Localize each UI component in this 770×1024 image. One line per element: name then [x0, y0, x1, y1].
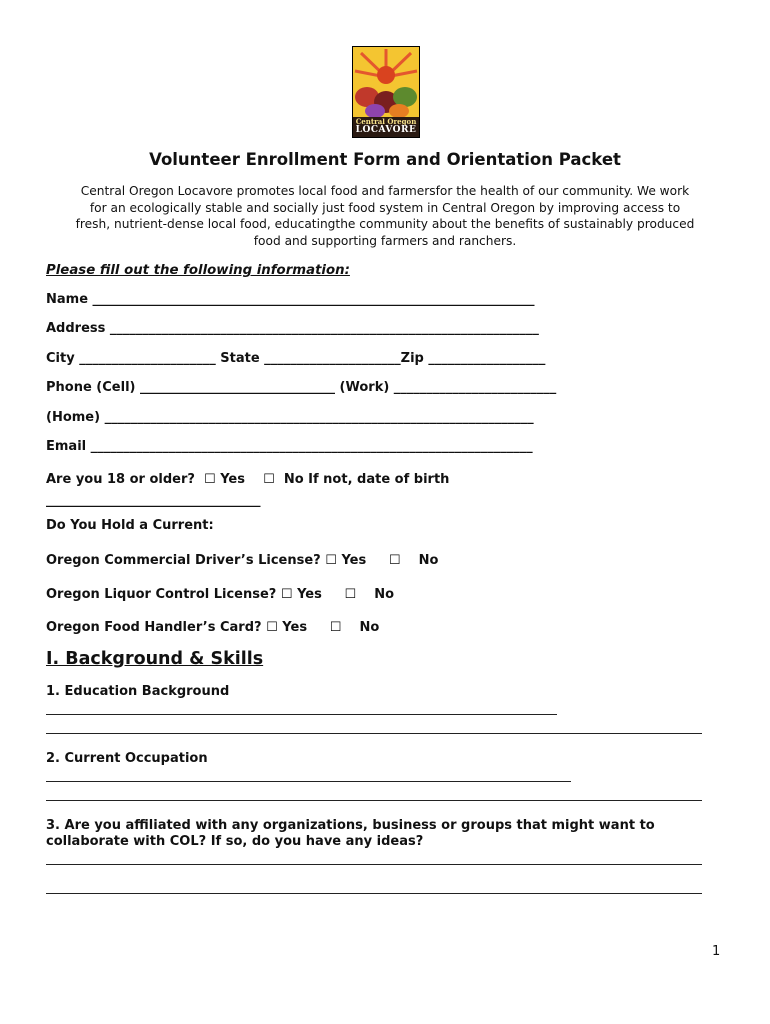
food-no-checkbox[interactable]: ☐ [329, 620, 342, 635]
cdl-yes-checkbox[interactable]: ☐ [325, 553, 337, 568]
intro-line: Central Oregon Locavore promotes local food and farmersfor the health of our community. We work [80, 184, 690, 198]
answer-line[interactable] [46, 893, 702, 894]
phone-cell-field[interactable]: Phone (Cell) ______________________________ [46, 380, 335, 395]
intro-line: food and supporting farmers and ranchers. [253, 233, 517, 248]
license-row-liquor [46, 587, 394, 602]
city-state-zip-row [46, 351, 545, 366]
zip-field[interactable]: Zip __________________ [400, 351, 546, 366]
phone-work-field[interactable]: (Work) _________________________ [339, 380, 557, 395]
license-row-cdl [46, 553, 438, 568]
age-no-label: No If not, date of birth [283, 472, 450, 487]
occupation-question: 2. Current Occupation [46, 751, 208, 766]
dob-field[interactable]: _________________________________ [46, 493, 261, 508]
phone-home-field[interactable]: (Home) __________________________________________________________________ [46, 410, 534, 425]
name-field[interactable]: Name ____________________________________________________________________ [46, 292, 535, 307]
no-label: No [359, 620, 380, 635]
age-no-checkbox[interactable]: ☐ [263, 472, 275, 487]
answer-line[interactable] [46, 733, 702, 734]
age-question: Are you 18 or older? [46, 472, 195, 487]
central-oregon-locavore-logo [352, 46, 420, 138]
affiliation-question-line-2: collaborate with COL? If so, do you have any ideas? [46, 834, 424, 849]
background-skills-heading: I. Background & Skills [46, 649, 264, 669]
no-label: No [374, 587, 395, 602]
hold-heading: Do You Hold a Current: [46, 518, 214, 533]
address-field[interactable]: Address __________________________________________________________________ [46, 321, 539, 336]
yes-label: Yes [341, 553, 367, 568]
answer-line[interactable] [46, 864, 702, 865]
education-question: 1. Education Background [46, 684, 230, 699]
license-label: Oregon Food Handler’s Card? [46, 620, 262, 635]
license-row-food-handler [46, 620, 379, 635]
email-field[interactable]: Email ____________________________________________________________________ [46, 439, 533, 454]
intro-line: for an ecologically stable and socially just food system in Central Oregon by improving access to [89, 200, 681, 215]
city-field[interactable]: City _____________________ [46, 351, 216, 366]
license-label: Oregon Commercial Driver’s License? [46, 553, 321, 568]
intro-paragraph [46, 183, 724, 249]
no-label: No [418, 553, 439, 568]
liquor-yes-checkbox[interactable]: ☐ [280, 587, 293, 602]
liquor-no-checkbox[interactable]: ☐ [344, 587, 357, 602]
answer-line[interactable] [46, 781, 571, 782]
affiliation-question-line-1: 3. Are you affiliated with any organizations, business or groups that might want to [46, 818, 655, 833]
age-yes-label: Yes [220, 472, 245, 487]
intro-line: fresh, nutrient-dense local food, educatingthe community about the benefits of sustainably produced [75, 217, 695, 231]
logo-line-1: Central Oregon [355, 117, 417, 126]
cdl-no-checkbox[interactable]: ☐ [388, 553, 401, 568]
age-question-row [46, 472, 449, 487]
state-field[interactable]: State _____________________ [220, 351, 401, 366]
yes-label: Yes [282, 620, 308, 635]
logo-line-2: LOCAVORE [355, 125, 417, 135]
page-number: 1 [712, 944, 721, 959]
age-yes-checkbox[interactable]: ☐ [204, 472, 216, 487]
answer-line[interactable] [46, 714, 557, 715]
yes-label: Yes [297, 587, 322, 602]
info-heading: Please fill out the following information: [46, 263, 350, 278]
phone-row [46, 380, 556, 395]
page-title: Volunteer Enrollment Form and Orientation Packet [149, 150, 621, 169]
answer-line[interactable] [46, 800, 702, 801]
food-yes-checkbox[interactable]: ☐ [266, 620, 278, 635]
license-label: Oregon Liquor Control License? [46, 587, 277, 602]
